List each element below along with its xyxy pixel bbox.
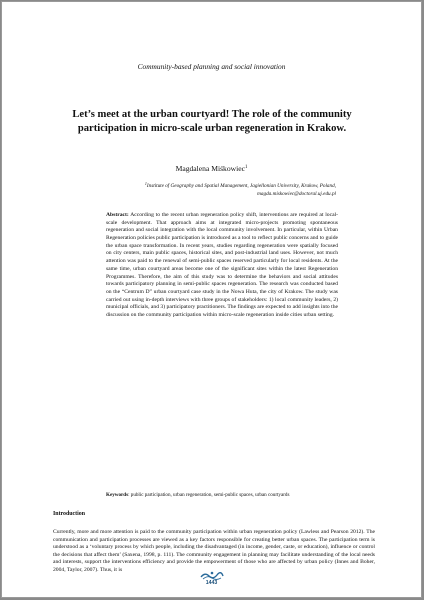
keywords-label: Keywords — [106, 492, 129, 498]
paper-title: Let’s meet at the urban courtyard! The role of the community participation in micro-scale urban regeneration in Krakow. — [72, 109, 352, 134]
abstract — [106, 212, 338, 320]
abstract-label: Abstract: — [106, 212, 129, 218]
introduction-paragraph: Currently, more and more attention is paid to the community participation within urban regeneration policy (Lawless and Pearson 2012). The communication and participation processes are viewed as a key factors responsible for creating better urban spaces. The participation term is understood as a ‘voluntary process by which people, including the disadvantaged (in income, gender, caste, or education), influence or control the decisions that affect them’ (Saxena, 1998, p. 111). The community engagement in planning may facilitate understanding of the local needs and interests, support the interventions efficiency and provide the empowerment of those who are affected by urban policy (Innes and Boher, 2004, Taylor, 2007). Thus, it is — [53, 529, 375, 573]
author-line — [2, 164, 421, 173]
affiliation-marker: 1 — [144, 181, 147, 186]
affiliation-institution: Institute of Geography and Spatial Management, Jagiellonian University, Krakow, Poland, — [146, 183, 336, 189]
keywords — [106, 492, 366, 498]
abstract-text: According to the recent urban regeneration policy shift, interventions are required at local-scale development. That approach aims at integrated micro-projects promoting spontaneous regeneration and social integration with the local community involvement. In particular, within Urban Regeneration policies public participation is introduced as a tool to reflect public concerns and to guide the urban space transformation. In recent years, studies regarding regeneration were spatially focused on city centers, main public spaces, historical sites, and post-industrial land uses. However, not much attention was paid to the renewal of semi-public spaces reserved particularly for local residents. At the same time, urban courtyard areas become one of the significant sites within the latest Regeneration Programmes. Therefore, the aim of this study was to determine the behaviors and social attitudes towards participatory planning in semi-public spaces regeneration. The research was conducted based on the “Centrum D” urban courtyard case study in the Nowa Huta, the city of Krakow. The study was carried out using in-depth interviews with three groups of stakeholders: 1) local community leaders, 2) municipal officials, and 3) participatory practitioners. The findings are expected to add insights into the discussion on the community participation within micro-scale regeneration inside cities urban setting. — [106, 212, 338, 318]
affiliation — [124, 180, 336, 198]
running-header: Community-based planning and social innovation — [137, 62, 286, 71]
author-marker: 1 — [244, 165, 248, 170]
wave-logo-icon — [199, 570, 225, 580]
page-number: 1443 — [205, 580, 218, 586]
affiliation-institution-line — [124, 180, 336, 191]
keywords-text: : public participation, urban regeneration, semi-public spaces, urban courtyards — [128, 492, 290, 498]
author-name: Magdalena Miśkowiec — [175, 164, 245, 173]
affiliation-email: magda.miskowiec@doctoral.uj.edu.pl — [257, 190, 336, 197]
section-heading-introduction: Introduction — [53, 511, 85, 517]
document-page — [1, 1, 422, 598]
